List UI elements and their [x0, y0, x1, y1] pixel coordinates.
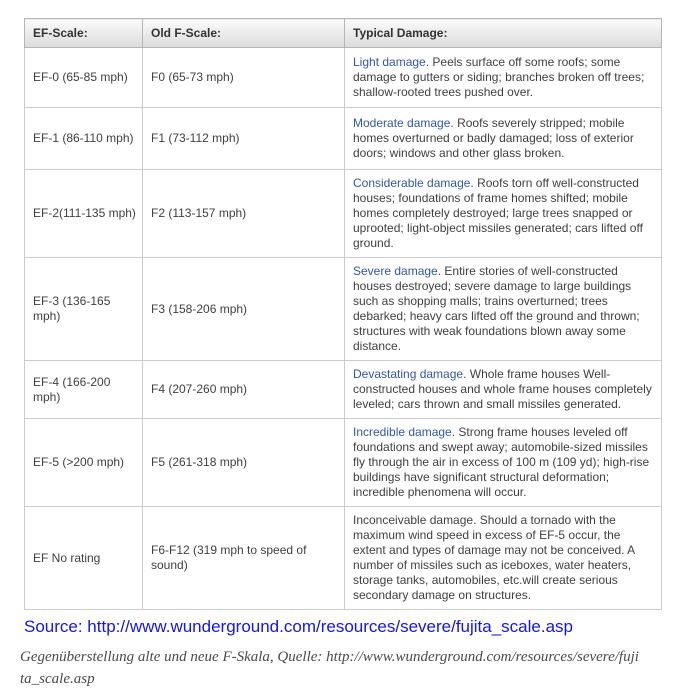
table-row-ef-no-rating: [25, 507, 662, 610]
ef-scale-cell: EF-3 (136-165 mph): [25, 258, 143, 361]
table-row-ef0: [25, 48, 662, 108]
typical-damage-cell: [345, 258, 662, 361]
column-header-old-f-scale: Old F-Scale:: [143, 19, 345, 48]
table-row-ef5: [25, 419, 662, 507]
old-f-scale-cell: F2 (113-157 mph): [143, 170, 345, 258]
ef-scale-cell: EF-0 (65-85 mph): [25, 48, 143, 108]
old-f-scale-cell: F3 (158-206 mph): [143, 258, 345, 361]
old-f-scale-cell: F1 (73-112 mph): [143, 108, 345, 170]
damage-description: . Entire stories of well-constructed houses destroyed; severe damage to large buildings such as shopping malls; trains overturned; trees debarked; heavy cars lifted off the ground and thrown; structures with weak foundations blown away some distance.: [353, 264, 640, 353]
table-header-row: [25, 19, 662, 48]
column-header-ef-scale: EF-Scale:: [25, 19, 143, 48]
old-f-scale-cell: F0 (65-73 mph): [143, 48, 345, 108]
old-f-scale-cell: F6-F12 (319 mph to speed of sound): [143, 507, 345, 610]
ef-scale-cell: EF-4 (166-200 mph): [25, 361, 143, 419]
damage-category-link[interactable]: Devastating damage: [353, 367, 464, 381]
damage-category-link[interactable]: Considerable damage: [353, 176, 471, 190]
column-header-typical-damage: Typical Damage:: [345, 19, 662, 48]
damage-description: . Strong frame houses leveled off foundations and swept away; automobile-sized missiles fly through the air in excess of 100 m (109 yd); high-rise buildings have significant structural deformation; incredible phenomena will occur.: [353, 425, 650, 499]
ef-scale-cell: EF-1 (86-110 mph): [25, 108, 143, 170]
typical-damage-cell: [345, 361, 662, 419]
table-row-ef2: [25, 170, 662, 258]
damage-description: . Roofs severely stripped; mobile homes overturned or badly damaged; loss of exterior doors; windows and other glass broken.: [353, 116, 634, 160]
table-row-ef4: [25, 361, 662, 419]
damage-category-link[interactable]: Severe damage: [353, 264, 438, 278]
ef-scale-cell: EF-2(111-135 mph): [25, 170, 143, 258]
old-f-scale-cell: F4 (207-260 mph): [143, 361, 345, 419]
damage-category-link[interactable]: Moderate damage: [353, 116, 451, 130]
damage-description: . Should a tornado with the maximum wind speed in excess of EF-5 occur, the extent and types of damage may not be conceived. A number of missiles such as iceboxes, water heaters, storage tanks, automobiles, etc.will create serious secondary damage on structures.: [353, 513, 635, 602]
damage-category-link[interactable]: Light damage: [353, 55, 426, 69]
old-f-scale-cell: F5 (261-318 mph): [143, 419, 345, 507]
ef-scale-cell: EF-5 (>200 mph): [25, 419, 143, 507]
damage-description: . Peels surface off some roofs; some damage to gutters or siding; branches broken off trees; shallow-rooted trees pushed over.: [353, 55, 645, 99]
typical-damage-cell: [345, 419, 662, 507]
damage-description: . Whole frame houses Well-constructed houses and whole frame houses completely leveled; cars thrown and small missiles generated.: [353, 367, 652, 411]
figure-caption: Gegenüberstellung alte und neue F-Skala, Quelle: http://www.wunderground.com/resources/severe/fujita_scale.asp: [20, 649, 639, 687]
fujita-scale-table: [24, 18, 662, 610]
ef-scale-cell: EF No rating: [25, 507, 143, 610]
table-row-ef1: [25, 108, 662, 170]
typical-damage-cell: [345, 108, 662, 170]
damage-category-label: Inconceivable damage: [353, 513, 474, 527]
typical-damage-cell: [345, 48, 662, 108]
damage-description: . Roofs torn off well-constructed houses; foundations of frame homes shifted; mobile homes completely destroyed; large trees snapped or uprooted; light-object missiles generated; cars lifted off ground.: [353, 176, 643, 250]
typical-damage-cell: [345, 170, 662, 258]
source-link[interactable]: Source: http://www.wunderground.com/resources/severe/fujita_scale.asp: [24, 617, 573, 636]
typical-damage-cell: [345, 507, 662, 610]
damage-category-link[interactable]: Incredible damage: [353, 425, 452, 439]
table-row-ef3: [25, 258, 662, 361]
